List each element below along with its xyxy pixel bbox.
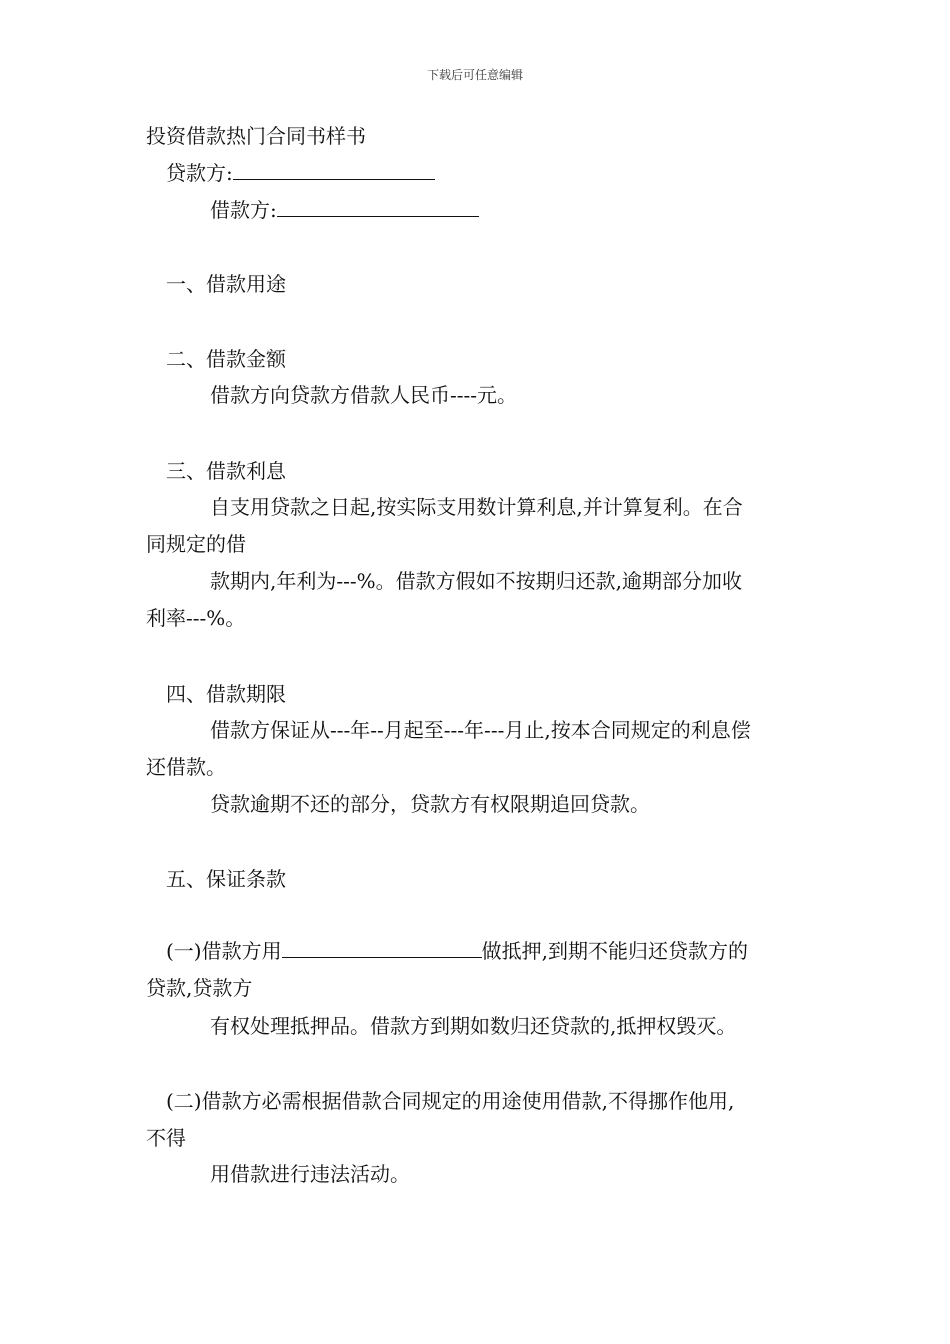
borrower-label: 借款方: xyxy=(210,198,277,222)
section-4-heading: 四、借款期限 xyxy=(166,682,286,706)
clause-2-line-1: (二)借款方必需根据借款合同规定的用途使用借款,不得挪作他用, xyxy=(166,1089,735,1113)
collateral-blank xyxy=(282,939,482,958)
lender-label: 贷款方: xyxy=(166,161,233,185)
header-note: 下载后可任意编辑 xyxy=(426,68,523,82)
clause-1-line-1 xyxy=(166,938,748,964)
clause-1-line-3: 有权处理抵押品。借款方到期如数归还贷款的,抵押权毁灭。 xyxy=(210,1014,737,1038)
section-3-heading: 三、借款利息 xyxy=(166,459,286,483)
clause-2-line-3: 用借款进行违法活动。 xyxy=(210,1162,410,1186)
clause-1-suffix: 做抵押,到期不能归还贷款方的 xyxy=(481,939,748,963)
lender-blank xyxy=(233,161,435,180)
section-4-paragraph-1-line-2: 还借款。 xyxy=(146,755,226,779)
borrower-line xyxy=(210,197,479,223)
clause-1-prefix: (一)借款方用 xyxy=(166,939,282,963)
section-3-paragraph-1-line-2: 同规定的借 xyxy=(146,532,246,556)
lender-line xyxy=(166,160,435,186)
section-2-heading: 二、借款金额 xyxy=(166,347,286,371)
section-3-paragraph-2-line-2: 利率---%。 xyxy=(146,606,246,630)
clause-2-line-2: 不得 xyxy=(146,1126,186,1150)
section-4-paragraph-1-line-1: 借款方保证从---年--月起至---年---月止,按本合同规定的利息偿 xyxy=(210,718,751,742)
section-3-paragraph-1-line-1: 自支用贷款之日起,按实际支用数计算利息,并计算复利。在合 xyxy=(210,495,743,519)
section-1-heading: 一、借款用途 xyxy=(166,272,286,296)
section-2-paragraph: 借款方向贷款方借款人民币----元。 xyxy=(210,383,518,407)
section-4-paragraph-2: 贷款逾期不还的部分，贷款方有权限期追回贷款。 xyxy=(210,792,650,816)
section-5-heading: 五、保证条款 xyxy=(166,867,286,891)
document-title: 投资借款热门合同书样书 xyxy=(146,124,366,148)
section-3-paragraph-2-line-1: 款期内,年利为---%。借款方假如不按期归还款,逾期部分加收 xyxy=(210,569,742,593)
borrower-blank xyxy=(277,198,479,217)
clause-1-line-2: 贷款,贷款方 xyxy=(146,976,253,1000)
